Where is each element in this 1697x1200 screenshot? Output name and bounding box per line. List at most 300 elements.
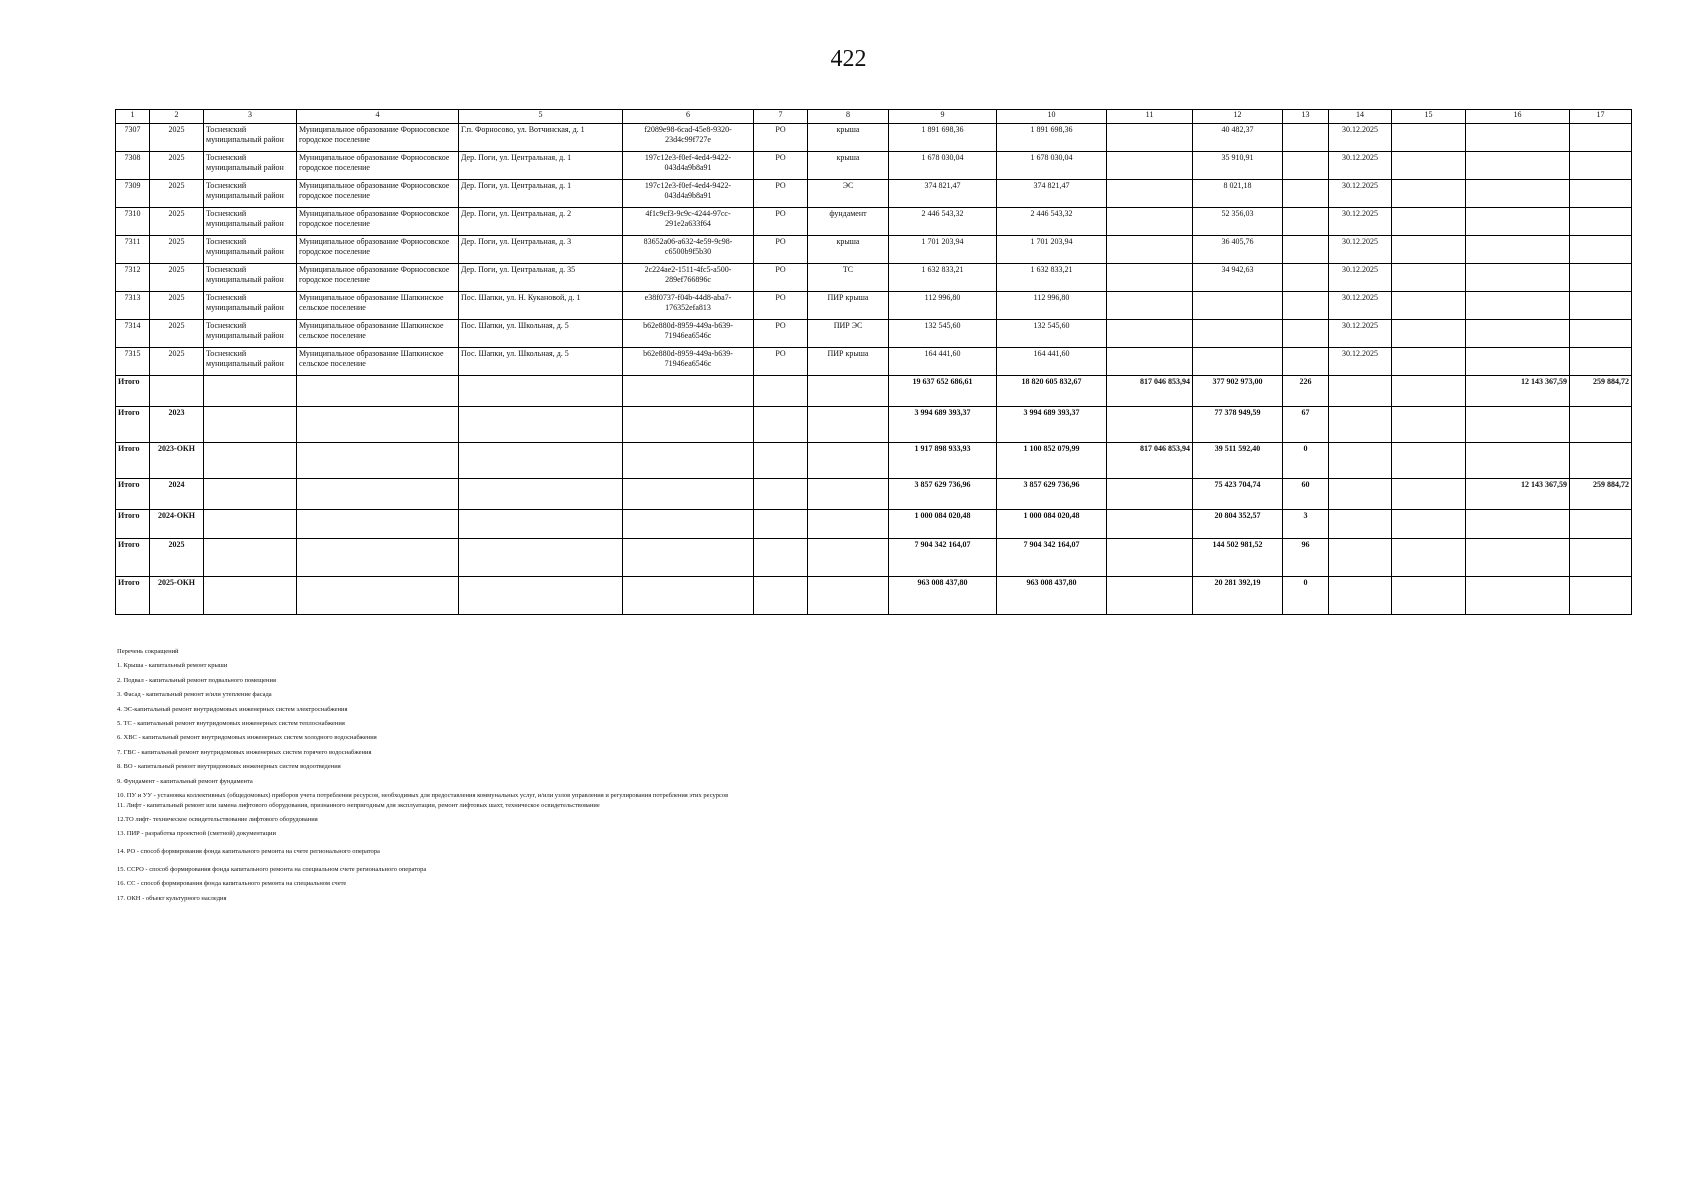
table-cell: 374 821,47 [997, 180, 1107, 208]
total-cell: 2024-ОКН [150, 510, 204, 539]
legend-item: 4. ЭС-капитальный ремонт внутридомовых инженерных систем электроснабжения [117, 705, 348, 713]
total-cell [1466, 577, 1570, 615]
total-cell [754, 577, 808, 615]
table-cell: Тосненский муниципальный район [204, 124, 297, 152]
table-cell: 30.12.2025 [1329, 292, 1392, 320]
table-cell [1466, 152, 1570, 180]
table-cell: ЭС [808, 180, 889, 208]
table-cell: 7314 [116, 320, 150, 348]
table-cell: Муниципальное образование Форносовское городское поселение [297, 264, 459, 292]
table-cell [1283, 208, 1329, 236]
table-cell: РО [754, 348, 808, 376]
table-cell: 1 701 203,94 [889, 236, 997, 264]
table-cell: 112 996,80 [997, 292, 1107, 320]
table-cell: 8 021,18 [1193, 180, 1283, 208]
table-cell [1570, 236, 1632, 264]
total-cell: 2025 [150, 539, 204, 577]
table-cell: РО [754, 264, 808, 292]
table-cell: РО [754, 180, 808, 208]
total-cell [623, 376, 754, 407]
table-cell: крыша [808, 124, 889, 152]
table-cell [1570, 264, 1632, 292]
total-cell [808, 539, 889, 577]
total-cell: 377 902 973,00 [1193, 376, 1283, 407]
table-cell: Тосненский муниципальный район [204, 236, 297, 264]
legend-item: 9. Фундамент - капитальный ремонт фундамента [117, 777, 253, 785]
abbreviations-legend [117, 648, 877, 909]
total-cell [623, 510, 754, 539]
total-cell: 3 994 689 393,37 [889, 407, 997, 443]
total-cell: 20 804 352,57 [1193, 510, 1283, 539]
legend-item: 7. ГВС - капитальный ремонт внутридомовых инженерных систем горячего водоснабжения [117, 748, 372, 756]
table-cell [1193, 320, 1283, 348]
total-cell: 2024 [150, 479, 204, 510]
total-cell: 2025-ОКН [150, 577, 204, 615]
table-cell [1193, 292, 1283, 320]
table-cell: Тосненский муниципальный район [204, 292, 297, 320]
total-cell [459, 539, 623, 577]
total-row [116, 510, 1632, 539]
table-cell: 4f1c9cf3-9c9c-4244-97cc-291e2a633f64 [623, 208, 754, 236]
table-cell: b62e880d-8959-449a-b639-71946ea6546c [623, 348, 754, 376]
table-cell: крыша [808, 152, 889, 180]
total-row [116, 539, 1632, 577]
column-header-14: 14 [1329, 110, 1392, 124]
table-cell: 2c224ae2-1511-4fc5-a500-289ef766896c [623, 264, 754, 292]
total-cell [1392, 510, 1466, 539]
total-cell [808, 443, 889, 479]
table-cell: ПИР ЭС [808, 320, 889, 348]
table-cell [1570, 152, 1632, 180]
table-cell: 36 405,76 [1193, 236, 1283, 264]
legend-item: 5. ТС - капитальный ремонт внутридомовых инженерных систем теплоснабжения [117, 719, 345, 727]
table-cell [1392, 292, 1466, 320]
table-cell: Тосненский муниципальный район [204, 264, 297, 292]
table-cell [1466, 264, 1570, 292]
legend-item: 3. Фасад - капитальный ремонт и/или утепление фасада [117, 691, 272, 699]
capital-repair-register-table [115, 109, 1632, 615]
table-cell [1107, 124, 1193, 152]
table-cell: 7312 [116, 264, 150, 292]
table-cell: Дер. Поги, ул. Центральная, д. 3 [459, 236, 623, 264]
total-cell [1392, 443, 1466, 479]
table-cell: 35 910,91 [1193, 152, 1283, 180]
table-row [116, 292, 1632, 320]
total-cell [1329, 577, 1392, 615]
table-cell: Муниципальное образование Форносовское городское поселение [297, 124, 459, 152]
table-cell: РО [754, 208, 808, 236]
table-cell: 40 482,37 [1193, 124, 1283, 152]
table-cell: 30.12.2025 [1329, 320, 1392, 348]
total-cell [459, 577, 623, 615]
table-cell: 2025 [150, 348, 204, 376]
column-header-7: 7 [754, 110, 808, 124]
column-header-6: 6 [623, 110, 754, 124]
table-cell: Муниципальное образование Шапкинское сельское поселение [297, 320, 459, 348]
column-header-11: 11 [1107, 110, 1193, 124]
table-cell: РО [754, 124, 808, 152]
total-cell [1329, 479, 1392, 510]
total-cell [459, 510, 623, 539]
table-cell [1107, 180, 1193, 208]
total-cell [1329, 539, 1392, 577]
table-cell [1466, 236, 1570, 264]
table-cell: 34 942,63 [1193, 264, 1283, 292]
table-cell: 2025 [150, 236, 204, 264]
table-cell: 374 821,47 [889, 180, 997, 208]
total-cell [1107, 577, 1193, 615]
table-cell: фундамент [808, 208, 889, 236]
total-cell [1466, 539, 1570, 577]
table-cell [1570, 208, 1632, 236]
total-cell: 60 [1283, 479, 1329, 510]
total-cell [1392, 577, 1466, 615]
total-cell [150, 376, 204, 407]
table-cell: f2089e98-6cad-45e8-9320-23d4c99f727e [623, 124, 754, 152]
table-cell: Дер. Поги, ул. Центральная, д. 1 [459, 180, 623, 208]
total-cell [1107, 510, 1193, 539]
column-header-5: 5 [459, 110, 623, 124]
total-cell [623, 479, 754, 510]
total-cell [297, 577, 459, 615]
table-cell: 1 701 203,94 [997, 236, 1107, 264]
table-cell [1466, 208, 1570, 236]
total-cell: 0 [1283, 443, 1329, 479]
total-cell [754, 376, 808, 407]
total-cell: 67 [1283, 407, 1329, 443]
total-cell: 259 884,72 [1570, 376, 1632, 407]
column-header-1: 1 [116, 110, 150, 124]
table-cell: Дер. Поги, ул. Центральная, д. 2 [459, 208, 623, 236]
total-row [116, 443, 1632, 479]
total-cell [297, 376, 459, 407]
column-header-3: 3 [204, 110, 297, 124]
table-cell: 164 441,60 [997, 348, 1107, 376]
total-cell [754, 510, 808, 539]
total-cell: Итого [116, 443, 150, 479]
total-cell [1570, 577, 1632, 615]
total-cell [1570, 407, 1632, 443]
table-cell: 1 891 698,36 [889, 124, 997, 152]
table-cell: РО [754, 320, 808, 348]
table-cell [1392, 264, 1466, 292]
table-cell [1392, 152, 1466, 180]
table-cell: 2 446 543,32 [997, 208, 1107, 236]
total-cell [1107, 539, 1193, 577]
total-cell: 144 502 981,52 [1193, 539, 1283, 577]
column-header-15: 15 [1392, 110, 1466, 124]
total-cell: 1 917 898 933,93 [889, 443, 997, 479]
table-cell [1283, 264, 1329, 292]
table-cell: ТС [808, 264, 889, 292]
table-cell: Тосненский муниципальный район [204, 208, 297, 236]
table-cell: 7315 [116, 348, 150, 376]
total-cell: 96 [1283, 539, 1329, 577]
table-cell: b62e880d-8959-449a-b639-71946ea6546c [623, 320, 754, 348]
table-cell: Муниципальное образование Шапкинское сельское поселение [297, 292, 459, 320]
total-cell [204, 407, 297, 443]
legend-item: 14. РО - способ формирования фонда капитального ремонта на счете регионального оператора [117, 848, 380, 856]
total-cell [1329, 510, 1392, 539]
table-cell: 2025 [150, 292, 204, 320]
total-row [116, 577, 1632, 615]
table-cell: Дер. Поги, ул. Центральная, д. 1 [459, 152, 623, 180]
table-cell: 1 891 698,36 [997, 124, 1107, 152]
total-cell: 2023 [150, 407, 204, 443]
total-cell: 12 143 367,59 [1466, 479, 1570, 510]
legend-item: 10. ПУ и УУ - установка коллективных (общедомовых) приборов учета потребления ресурсов, необходимых для предоставления коммунальных услуг, и/или узлов управления и регулирования потребления этих ресурсов [117, 791, 729, 799]
total-row [116, 407, 1632, 443]
table-cell [1107, 292, 1193, 320]
total-cell [297, 479, 459, 510]
table-cell [1570, 180, 1632, 208]
total-cell [1392, 407, 1466, 443]
table-cell: 164 441,60 [889, 348, 997, 376]
table-cell [1193, 348, 1283, 376]
total-cell [1570, 539, 1632, 577]
total-cell [1329, 443, 1392, 479]
table-cell: 7311 [116, 236, 150, 264]
table-cell: Пос. Шапки, ул. Школьная, д. 5 [459, 320, 623, 348]
total-cell: 3 [1283, 510, 1329, 539]
table-cell: Муниципальное образование Форносовское городское поселение [297, 208, 459, 236]
total-cell [1466, 510, 1570, 539]
table-cell: 1 678 030,04 [889, 152, 997, 180]
legend-item: 15. ССРО - способ формирования фонда капитального ремонта на специальном счете регионального оператора [117, 866, 427, 874]
page-number: 422 [830, 46, 867, 72]
total-cell: 2023-ОКН [150, 443, 204, 479]
total-cell: 7 904 342 164,07 [997, 539, 1107, 577]
table-cell: Тосненский муниципальный район [204, 348, 297, 376]
table-cell [1283, 236, 1329, 264]
table-cell: 30.12.2025 [1329, 348, 1392, 376]
total-cell [623, 539, 754, 577]
table-cell: 1 678 030,04 [997, 152, 1107, 180]
legend-item: 12.ТО лифт- техническое освидетельствование лифтового оборудования [117, 816, 318, 824]
total-cell [1466, 443, 1570, 479]
table-cell: 197c12e3-f0ef-4ed4-9422-043d4a9b8a91 [623, 152, 754, 180]
table-cell: 30.12.2025 [1329, 264, 1392, 292]
column-header-2: 2 [150, 110, 204, 124]
total-cell: 259 884,72 [1570, 479, 1632, 510]
table-cell [1392, 320, 1466, 348]
table-cell: крыша [808, 236, 889, 264]
table-cell [1392, 180, 1466, 208]
total-cell [1329, 376, 1392, 407]
table-cell: Пос. Шапки, ул. Школьная, д. 5 [459, 348, 623, 376]
table-row [116, 152, 1632, 180]
column-header-4: 4 [297, 110, 459, 124]
total-cell: Итого [116, 407, 150, 443]
total-cell [297, 539, 459, 577]
total-cell: Итого [116, 510, 150, 539]
table-row [116, 208, 1632, 236]
total-cell [1570, 443, 1632, 479]
total-cell [459, 376, 623, 407]
table-cell: 7313 [116, 292, 150, 320]
total-cell [204, 376, 297, 407]
total-cell: 963 008 437,80 [997, 577, 1107, 615]
table-cell: Муниципальное образование Форносовское городское поселение [297, 180, 459, 208]
total-cell [204, 577, 297, 615]
total-cell: Итого [116, 376, 150, 407]
legend-item: 17. ОКН - объект культурного наследия [117, 894, 227, 902]
table-cell [1107, 348, 1193, 376]
total-cell: 7 904 342 164,07 [889, 539, 997, 577]
legend-item: 1. Крыша - капитальный ремонт крыши [117, 662, 228, 670]
table-cell: 30.12.2025 [1329, 180, 1392, 208]
total-cell [1107, 479, 1193, 510]
table-cell [1466, 320, 1570, 348]
table-cell: 30.12.2025 [1329, 208, 1392, 236]
table-row [116, 180, 1632, 208]
total-cell [808, 376, 889, 407]
table-cell [1107, 264, 1193, 292]
table-cell: 1 632 833,21 [997, 264, 1107, 292]
legend-title: Перечень сокращений [117, 648, 179, 655]
column-header-16: 16 [1466, 110, 1570, 124]
table-cell [1570, 320, 1632, 348]
table-cell: 2025 [150, 180, 204, 208]
table-cell: 7307 [116, 124, 150, 152]
total-cell [1329, 407, 1392, 443]
table-cell [1466, 180, 1570, 208]
total-cell [1392, 539, 1466, 577]
table-cell [1283, 292, 1329, 320]
legend-item: 13. ПИР - разработка проектной (сметной) документации [117, 830, 276, 838]
table-cell [1283, 320, 1329, 348]
table-cell: 112 996,80 [889, 292, 997, 320]
total-cell [808, 479, 889, 510]
table-cell: РО [754, 236, 808, 264]
total-cell [204, 539, 297, 577]
column-header-9: 9 [889, 110, 997, 124]
total-row [116, 479, 1632, 510]
table-cell: 132 545,60 [889, 320, 997, 348]
table-cell: 2025 [150, 152, 204, 180]
table-cell [1107, 320, 1193, 348]
table-cell: Г.п. Форносово, ул. Вотчинская, д. 1 [459, 124, 623, 152]
table-cell: Муниципальное образование Шапкинское сельское поселение [297, 348, 459, 376]
total-cell [623, 443, 754, 479]
table-cell: 2025 [150, 208, 204, 236]
table-row [116, 236, 1632, 264]
total-cell [1392, 376, 1466, 407]
table-cell: ПИР крыша [808, 348, 889, 376]
total-cell [459, 443, 623, 479]
table-cell [1392, 348, 1466, 376]
total-cell [754, 479, 808, 510]
total-cell: 19 637 652 686,61 [889, 376, 997, 407]
table-cell [1466, 124, 1570, 152]
column-header-10: 10 [997, 110, 1107, 124]
total-cell [297, 443, 459, 479]
table-cell: Тосненский муниципальный район [204, 320, 297, 348]
table-cell: e38f0737-f04b-44d8-aba7-176352efa813 [623, 292, 754, 320]
total-cell: 12 143 367,59 [1466, 376, 1570, 407]
total-cell: 1 000 084 020,48 [889, 510, 997, 539]
total-cell: 817 046 853,94 [1107, 376, 1193, 407]
total-cell: Итого [116, 577, 150, 615]
table-cell [1570, 292, 1632, 320]
table-cell [1570, 348, 1632, 376]
total-cell: 3 857 629 736,96 [997, 479, 1107, 510]
table-cell: 30.12.2025 [1329, 236, 1392, 264]
table-cell: 2 446 543,32 [889, 208, 997, 236]
table-cell: 132 545,60 [997, 320, 1107, 348]
total-cell [297, 407, 459, 443]
total-cell [808, 577, 889, 615]
total-cell [1570, 510, 1632, 539]
total-cell: 3 994 689 393,37 [997, 407, 1107, 443]
total-cell: 817 046 853,94 [1107, 443, 1193, 479]
table-cell: 7309 [116, 180, 150, 208]
table-cell: 197c12e3-f0ef-4ed4-9422-043d4a9b8a91 [623, 180, 754, 208]
total-cell [808, 407, 889, 443]
total-cell [623, 577, 754, 615]
table-cell: 52 356,03 [1193, 208, 1283, 236]
table-cell: 2025 [150, 124, 204, 152]
total-cell [459, 407, 623, 443]
total-cell [204, 510, 297, 539]
total-cell: 226 [1283, 376, 1329, 407]
total-cell [459, 479, 623, 510]
table-cell: Пос. Шапки, ул. Н. Кукановой, д. 1 [459, 292, 623, 320]
total-cell: 77 378 949,59 [1193, 407, 1283, 443]
total-cell: 1 100 852 079,99 [997, 443, 1107, 479]
table-cell [1283, 348, 1329, 376]
total-cell: 18 820 605 832,67 [997, 376, 1107, 407]
total-cell: 0 [1283, 577, 1329, 615]
column-header-17: 17 [1570, 110, 1632, 124]
table-row [116, 348, 1632, 376]
total-cell: 963 008 437,80 [889, 577, 997, 615]
legend-item: 2. Подвал - капитальный ремонт подвального помещения [117, 676, 276, 684]
table-cell [1283, 180, 1329, 208]
table-cell [1392, 208, 1466, 236]
total-cell: Итого [116, 539, 150, 577]
table-cell [1570, 124, 1632, 152]
table-cell [1107, 236, 1193, 264]
table-cell [1283, 152, 1329, 180]
table-cell [1107, 152, 1193, 180]
table-cell: РО [754, 292, 808, 320]
total-cell: 3 857 629 736,96 [889, 479, 997, 510]
total-cell: 1 000 084 020,48 [997, 510, 1107, 539]
table-cell: 30.12.2025 [1329, 124, 1392, 152]
table-cell: 83652a06-a632-4e59-9c98-c6500b9f5b30 [623, 236, 754, 264]
table-cell: 2025 [150, 264, 204, 292]
table-cell: Муниципальное образование Форносовское городское поселение [297, 236, 459, 264]
table-cell: РО [754, 152, 808, 180]
table-cell: 1 632 833,21 [889, 264, 997, 292]
legend-item: 16. СС - способ формирования фонда капитального ремонта на специальном счете [117, 880, 347, 888]
legend-item: 11. Лифт - капитальный ремонт или замена лифтового оборудования, признанного непригодным для эксплуатации, ремонт лифтовых шахт, техническое освидетельствование [117, 801, 600, 809]
total-cell [204, 443, 297, 479]
table-cell: 30.12.2025 [1329, 152, 1392, 180]
table-cell: ПИР крыша [808, 292, 889, 320]
total-cell [1107, 407, 1193, 443]
total-cell [1466, 407, 1570, 443]
total-cell [1392, 479, 1466, 510]
column-header-8: 8 [808, 110, 889, 124]
table-row [116, 264, 1632, 292]
column-header-12: 12 [1193, 110, 1283, 124]
table-cell: Тосненский муниципальный район [204, 180, 297, 208]
header-row [116, 110, 1632, 124]
table-row [116, 124, 1632, 152]
total-cell: 39 511 592,40 [1193, 443, 1283, 479]
